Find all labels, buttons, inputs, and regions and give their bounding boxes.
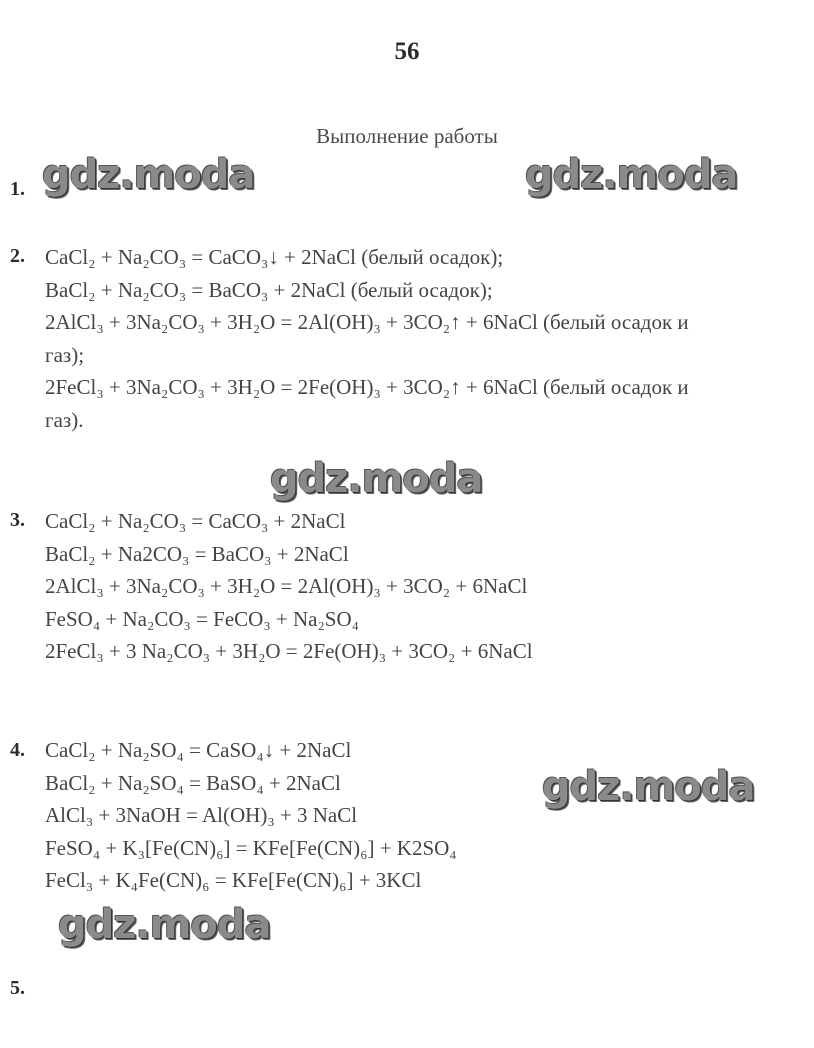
page-number: 56: [394, 38, 420, 65]
equation-line: 2AlCl₃ + 3Na₂CO₃ + 3H₂O = 2Al(OH)₃ + 3CO₂↑ + 6NaCl (белый осадок и: [45, 310, 689, 334]
task-number: 5.: [10, 977, 25, 999]
watermark-logo: gdz.moda: [542, 764, 755, 810]
watermark-logo: gdz.moda: [58, 902, 271, 948]
equation-line: AlCl₃ + 3NaOH = Al(OH)₃ + 3 NaCl: [45, 803, 358, 827]
watermark-logo: gdz.moda: [525, 152, 738, 198]
equation-line: CaCl₂ + Na₂SO₄ = CaSO₄↓ + 2NaCl: [45, 738, 352, 762]
task-2-equations: [45, 241, 805, 436]
task-4-equations: [45, 734, 805, 897]
task-number: 2.: [10, 245, 25, 267]
equation-line: газ);: [45, 342, 85, 367]
equation-line: FeCl₃ + K₄Fe(CN)₆ = KFe[Fe(CN)₆] + 3KCl: [45, 868, 422, 892]
equation-line: 2FeCl₃ + 3 Na₂CO₃ + 3H₂O = 2Fe(OH)₃ + 3CO₂ + 6NaCl: [45, 639, 533, 663]
equation-line: BaCl₂ + Na₂CO₃ = BaCO₃ + 2NaCl (белый осадок);: [45, 277, 493, 302]
section-heading: Выполнение работы: [316, 124, 498, 148]
task-3-equations: [45, 505, 805, 668]
equation-line: BaCl₂ + Na₂SO₄ = BaSO₄ + 2NaCl: [45, 770, 341, 795]
task-number: 4.: [10, 739, 25, 761]
task-number: 1.: [10, 178, 25, 200]
equation-line: газ).: [45, 407, 84, 432]
task-number: 3.: [10, 509, 25, 531]
watermark-logo: gdz.moda: [270, 456, 483, 502]
watermark-logo: gdz.moda: [42, 152, 255, 198]
equation-line: FeSO₄ + Na₂CO₃ = FeCO₃ + Na₂SO₄: [45, 606, 359, 631]
equation-line: CaCl₂ + Na₂CO₃ = CaCO₃↓ + 2NaCl (белый осадок);: [45, 245, 504, 269]
equation-line: FeSO₄ + K₃[Fe(CN)₆] = KFe[Fe(CN)₆] + K2SO₄: [45, 835, 457, 860]
equation-line: CaCl₂ + Na₂CO₃ = CaCO₃ + 2NaCl: [45, 509, 346, 533]
equation-line: 2FeCl₃ + 3Na₂CO₃ + 3H₂O = 2Fe(OH)₃ + 3CO₂↑ + 6NaCl (белый осадок и: [45, 375, 689, 399]
equation-line: BaCl₂ + Na2CO₃ = BaCO₃ + 2NaCl: [45, 541, 349, 566]
equation-line: 2AlCl₃ + 3Na₂CO₃ + 3H₂O = 2Al(OH)₃ + 3CO₂ + 6NaCl: [45, 574, 528, 598]
